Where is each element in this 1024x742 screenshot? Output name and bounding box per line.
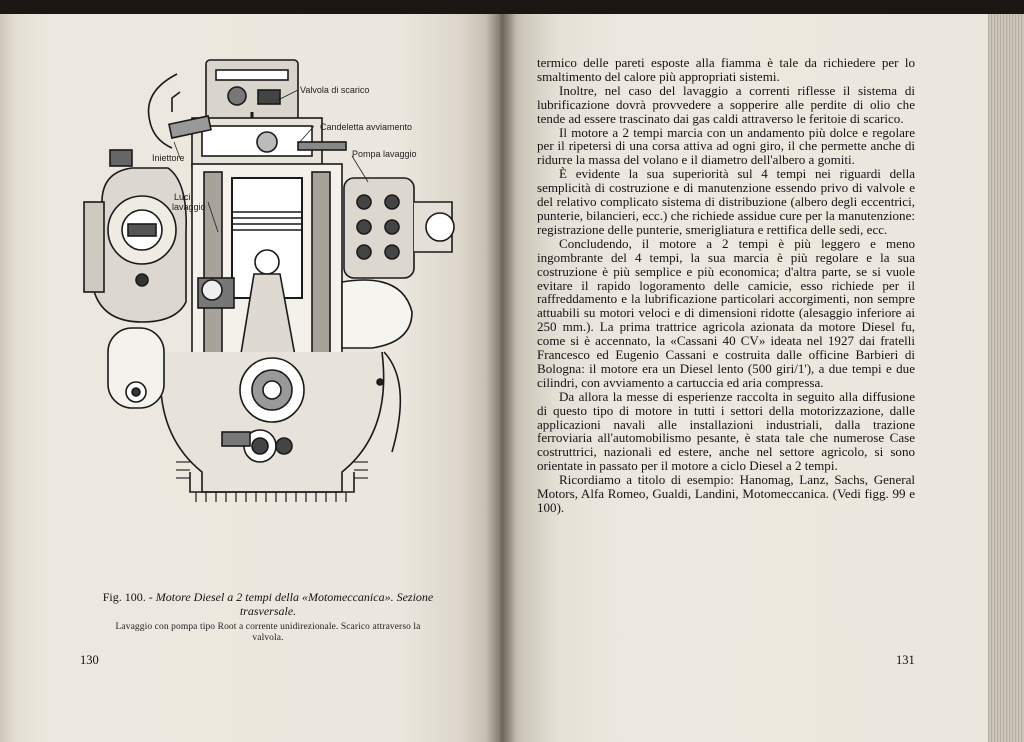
figure-subcaption [76,622,460,644]
callout-pompa-lavaggio: Pompa lavaggio [352,149,417,159]
callout-luci-line2: lavaggio [172,202,206,212]
paragraph: Inoltre, nel caso del lavaggio a correnti riflesse il sistema di lubrificazione dovrà provvedere a sopperire alle perdite di olio che tende ad essere trascinato dai gas caldi attraverso le feritoie di scarico. [537,82,915,126]
subcaption-line1: Lavaggio con pompa tipo Root a corrente unidirezionale. Scarico attraverso la [115,622,421,632]
paragraph: Ricordiamo a titolo di esempio: Hanomag, Lanz, Sachs, General Motors, Alfa Romeo, Gualdi, Landini, Motomeccanica. (Vedi figg. 99 e 100). [537,472,915,515]
paragraph: È evidente la sua superiorità sul 4 tempi nei riguardi della semplicità di costruzione e di manutenzione essendo privo di valvole e del relativo complicato sistema di distribuzione (albero degli eccentrici, punterie, bilancieri, ecc.) che richiede assidue cure per la manutenzione: registrazione delle punterie, smerigliatura e rettifica delle sedi, ecc. [537,166,915,237]
page-number-right: 131 [896,653,915,667]
paragraph: termico delle pareti esposte alla fiamma è tale da richiedere per lo smaltimento del calore più appropriati sistemi. [537,55,915,84]
figure-title-line2: trasversale. [239,604,297,618]
engine-cross-section-figure [72,52,492,512]
figure-caption [76,590,460,618]
callout-luci-line1: Luci [174,192,191,202]
paragraph: Il motore a 2 tempi marcia con un andamento più dolce e regolare per il ripetersi di una corsa attiva ad ogni giro, il che permette anche di ridurre la massa del volano e il diametro dell'albero a gomiti. [537,124,915,168]
callout-iniettore: Iniettore [152,153,185,163]
engine-drawing [72,52,492,512]
paragraph: Da allora la messe di esperienze raccolta in seguito alla diffusione di questo tipo di motore in tutti i settori della motorizzazione, dalle applicazioni navali alle installazioni industriali, dalla trazione ferroviaria all'automobilismo pesante, è stata tale che numerose Case costruttrici, nazionali ed estere, anche nel settore agricolo, si sono orientate in passato per il motore a ciclo Diesel a 2 tempi. [537,388,915,474]
figure-label: Fig. 100. - [102,590,153,604]
page-number-left: 130 [80,653,99,667]
body-text [537,56,915,515]
subcaption-line2: valvola. [252,633,284,643]
figure-title-line1: Motore Diesel a 2 tempi della «Motomeccanica». Sezione [155,590,434,604]
paragraph: Concludendo, il motore a 2 tempi è più leggero e meno ingombrante del 4 tempi, la sua marcia è più regolare e la sua costruzione è più semplice e più economica; d'altra parte, se si vuole evitare il rapido logoramento delle camicie, esso richiede per il raffreddamento e la lubrificazione particolari accorgimenti, non sempre attuabili su motori veloci e di dimensioni ridotte (alesaggio inferiore ai 250 mm.). La prima trattrice agricola azionata da motore Diesel fu, come si è accennato, la «Cassani 40 CV» ideata nel 1927 dai fratelli Francesco ed Eugenio Cassani e costruita dalle officine Barbieri di Bologna: il motore era un Diesel lento (500 giri/1'), a due tempi e due cilindri, con avviamento a cartuccia ed aria compressa. [537,235,915,390]
page-edges [988,14,1024,742]
callout-valvola-scarico: Valvola di scarico [300,85,370,95]
callout-candeletta: Candeletta avviamento [320,122,413,132]
